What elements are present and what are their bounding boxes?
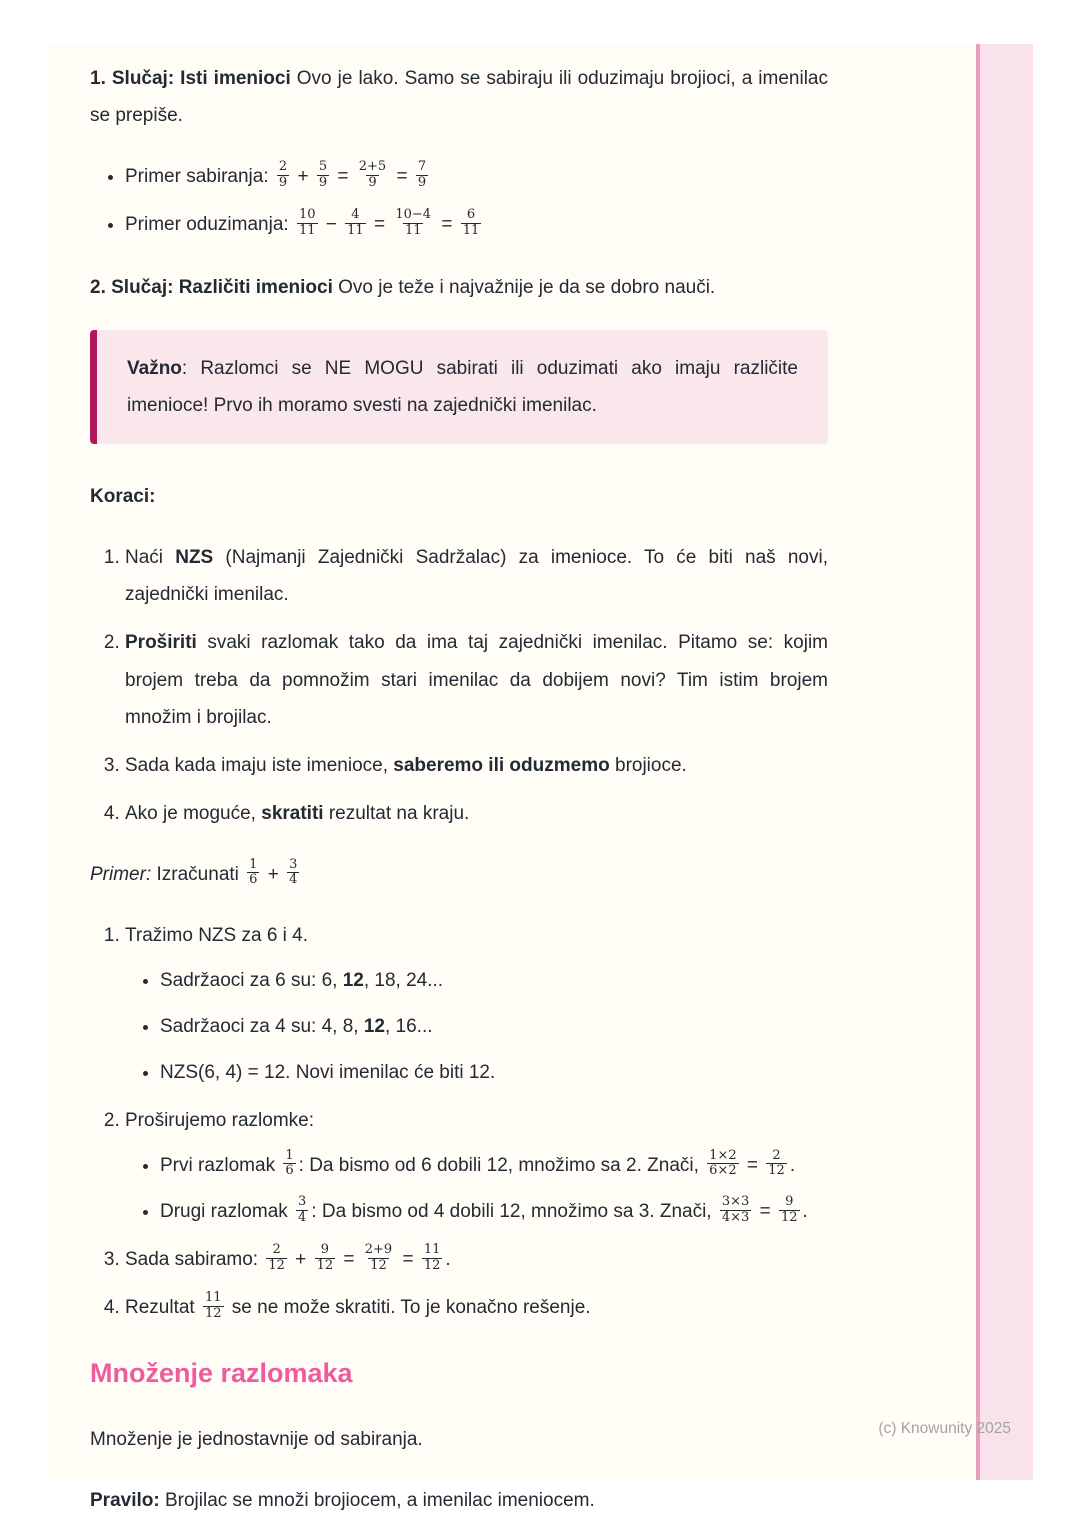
example-steps-list [90,917,828,1326]
fraction: $\frac{2+9}{12}$ [364,1242,393,1273]
fraction: $\frac{9}{12}$ [316,1242,334,1273]
nested-bullet-list [125,1147,828,1230]
fraction: $\frac{11}{12}$ [204,1290,222,1321]
list-item: 2. Proširujemo razlomke: • Prvi razlomak $\frac{1}{6}$ : Da bismo od 6 dobili 12, množimo sa 2. Znači, $\frac{1\times 2}{6\times 2}$ = $\frac{2}{12}$ . • Drugi razlomak $\frac{3}{4}$ : Da bismo od 4 dobili 12, množimo sa 3. Znači, $\frac{3\times 3}{4\times 3}$ = $\frac{9}{12}$ . [125,1102,828,1230]
list-item: • Sadržaoci za 4 su: 4, 8, 12, 16... [160,1008,828,1045]
fraction: $\frac{3\times 3}{4\times 3}$ [721,1193,750,1225]
fraction: $\frac{2}{9}$ [278,159,288,190]
list-item: 2. Proširiti svaki razlomak tako da ima taj zajednički imenilac. Pitamo se: kojim brojem treba da pomnožim stari imenilac da dobijem novi? Tim istim brojem množim i brojilac. [125,624,828,735]
fraction: $\frac{9}{12}$ [780,1193,798,1225]
paragraph-pravilo: Pravilo: Brojilac se množi brojiocem, a imenilac imeniocem. [90,1490,595,1512]
paragraph-case2: 2. Slučaj: Različiti imenioci Ovo je teže i najvažnije je da se dobro nauči. [90,277,716,299]
fraction: $\frac{2}{12}$ [268,1242,285,1273]
list-item: 4. Rezultat $\frac{11}{12}$ se ne može skratiti. To je konačno rešenje. [125,1289,828,1326]
nested-bullet-list [125,962,828,1091]
fraction: $\frac{5}{9}$ [318,159,328,190]
list-item: • Drugi razlomak $\frac{3}{4}$ : Da bismo od 4 dobili 12, množimo sa 3. Znači, $\frac{3\times 3}{4\times 3}$ = $\frac{9}{12}$ . [160,1193,828,1230]
list-item: • Primer oduzimanja: $\frac{10}{11}$ − $\frac{4}{11}$ = $\frac{10-4}{11}$ = $\frac{6}{11}$ [125,206,828,243]
list-item: • Sadržaoci za 6 su: 6, 12, 18, 24... [160,962,828,999]
fraction: $\frac{1\times 2}{6\times 2}$ [709,1147,737,1179]
fraction: $\frac{3}{4}$ [298,1193,307,1225]
section-heading-mnozenje: Množenje razlomaka [90,1358,353,1389]
list-item: • NZS(6, 4) = 12. Novi imenilac će biti 12. [160,1054,828,1091]
list-item: • Prvi razlomak $\frac{1}{6}$ : Da bismo od 6 dobili 12, množimo sa 2. Znači, $\frac{1\times 2}{6\times 2}$ = $\frac{2}{12}$ . [160,1147,828,1184]
fraction: $\frac{10-4}{11}$ [395,207,432,238]
fraction: $\frac{3}{4}$ [289,856,298,888]
fraction: $\frac{2+5}{9}$ [358,159,387,190]
list-item: 1. Naći NZS (Najmanji Zajednički Sadržalac) za imenioce. To će biti naš novi, zajednički imenilac. [125,539,828,613]
steps-ordered-list [90,539,828,831]
primer-line: Primer: Izračunati $\frac{1}{6}$ + $\frac{3}{4}$ [90,856,298,888]
list-item: 4. Ako je moguće, skratiti rezultat na kraju. [125,795,828,832]
list-item: • Primer sabiranja: $\frac{2}{9}$ + $\frac{5}{9}$ = $\frac{2+5}{9}$ = $\frac{7}{9}$ [125,158,828,195]
list-item: 3. Sada kada imaju iste imenioce, saberemo ili oduzmemo brojioce. [125,747,828,784]
important-callout [90,330,828,444]
koraci-label: Koraci: [90,486,156,508]
callout-text: Važno: Razlomci se NE MOGU sabirati ili oduzimati ako imaju različite imenioce! Prvo ih moramo svesti na zajednički imenilac. [127,358,798,417]
fraction: $\frac{1}{6}$ [285,1147,294,1179]
fraction: $\frac{10}{11}$ [298,207,316,238]
content-card [48,44,1033,1512]
paragraph-mnozenje-intro: Množenje je jednostavnije od sabiranja. [90,1429,423,1451]
fraction: $\frac{2}{12}$ [768,1147,785,1179]
fraction: $\frac{7}{9}$ [417,159,427,190]
examples-bullet-list [90,158,828,243]
document-content [90,60,828,1519]
fraction: $\frac{6}{11}$ [462,207,480,238]
list-item: 3. Sada sabiramo: $\frac{2}{12}$ + $\frac{9}{12}$ = $\frac{2+9}{12}$ = $\frac{11}{12}$ . [125,1241,828,1278]
footer-credit: (c) Knowunity 2025 [878,1420,1011,1437]
fraction: $\frac{1}{6}$ [249,856,258,888]
fraction: $\frac{11}{12}$ [423,1242,441,1273]
pink-sidebar-band [976,44,1033,1480]
fraction: $\frac{4}{11}$ [347,207,364,238]
paragraph-case1: 1. Slučaj: Isti imenioci Ovo je lako. Samo se sabiraju ili oduzimaju brojioci, a imenilac se prepiše. [90,68,828,127]
list-item: 1. Tražimo NZS za 6 i 4. • Sadržaoci za 6 su: 6, 12, 18, 24... • Sadržaoci za 4 su: 4, 8, 12, 16... • NZS(6, 4) = 12. Novi imenilac će biti 12. [125,917,828,1091]
